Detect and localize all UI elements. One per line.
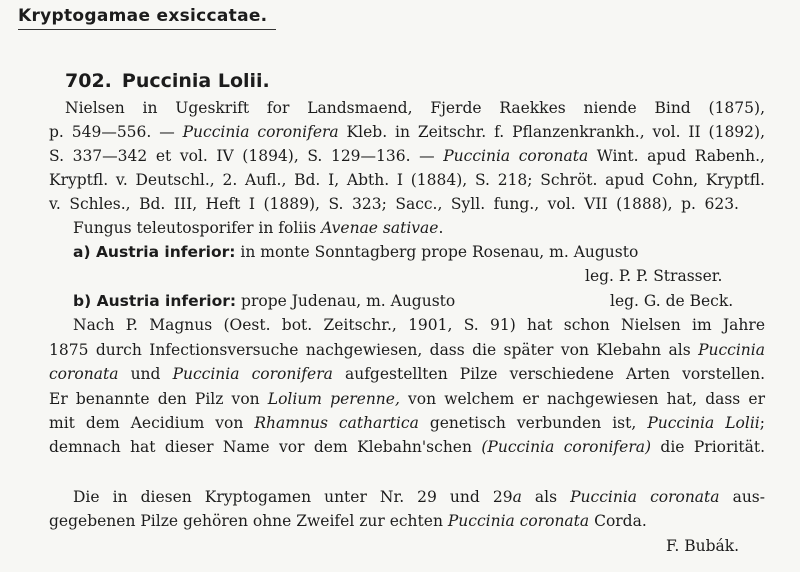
remark-line (49, 511, 647, 531)
reference-text: p. 549—556. — (49, 123, 183, 141)
habitat-text: Fungus teleutosporifer in foliis (73, 219, 322, 237)
note-line (49, 413, 765, 433)
remark-text: Corda. (589, 512, 647, 530)
reference-line (49, 170, 765, 190)
reference-text: S. 337—342 et vol. IV (1894), S. 129—136. — (49, 147, 444, 165)
locality-label: b) Austria inferior: (73, 292, 237, 310)
entry-title (65, 70, 270, 92)
entry-number: 702. (65, 70, 112, 92)
reference-text: Kryptfl. v. Deutschl., 2. Aufl., Bd. I, Abth. I (1884), S. 218; Schröt. apud Cohn, Kryptfl. (49, 171, 765, 189)
remark-text: a (512, 488, 522, 506)
locality-text: in monte Sonntagberg prope Rosenau, m. Augusto (235, 243, 639, 261)
collector-text: leg. P. P. Strasser. (585, 267, 723, 285)
note-line (73, 315, 765, 335)
note-text: Er benannte den Pilz von (49, 390, 268, 408)
collector-text: leg. G. de Beck. (610, 292, 734, 310)
reference-text: Nielsen in Ugeskrift for Landsmaend, Fjerde Raekkes niende Bind (1875), (65, 99, 765, 117)
note-text: 1875 durch Infectionsversuche nachgewiesen, dass die später von Klebahn als (49, 341, 699, 359)
host-name: Avenae sativae (321, 219, 439, 237)
author-signature (666, 536, 739, 556)
note-text: demnach hat dieser Name vor dem Klebahn'schen (49, 438, 482, 456)
note-text: aufgestellten Pilze verschiedene Arten vorstellen. (332, 365, 765, 383)
taxon-name: Puccinia (698, 341, 765, 359)
taxon-name: Lolium perenne, (267, 390, 400, 408)
taxon-name: Puccinia coronata (570, 488, 720, 506)
taxon-name: Puccinia coronifera (182, 123, 339, 141)
note-text: mit dem Aecidium von (49, 414, 255, 432)
taxon-name: coronata (49, 365, 119, 383)
note-line (49, 389, 765, 409)
note-line (49, 340, 765, 360)
taxon-name: Rhamnus cathartica (254, 414, 419, 432)
author-name: F. Bubák. (666, 537, 740, 555)
locality-a (73, 242, 638, 262)
note-text: genetisch verbunden ist, (418, 414, 648, 432)
header-title: Kryptogamae exsiccatae. (18, 6, 268, 26)
remark-text: aus- (719, 488, 765, 506)
note-line (49, 364, 765, 384)
note-text: ; (759, 414, 765, 432)
taxon-name: Puccinia coronata (447, 512, 590, 530)
taxon-name: Puccinia coronata (443, 147, 589, 165)
taxon-name: Puccinia coronifera (172, 365, 333, 383)
taxon-name: (Puccinia coronifera) (481, 438, 652, 456)
locality-label: a) Austria inferior: (73, 243, 236, 261)
remark-line (73, 487, 765, 507)
reference-line (65, 98, 765, 118)
habitat-text: . (438, 219, 444, 237)
locality-a-collector (585, 266, 722, 286)
note-text: Nach P. Magnus (Oest. bot. Zeitschr., 1901, S. 91) hat schon Nielsen im Jahre (73, 316, 765, 334)
remark-text: als (521, 488, 571, 506)
note-text: und (118, 365, 173, 383)
reference-text: v. Schles., Bd. III, Heft I (1889), S. 323; Sacc., Syll. fung., vol. VII (1888), p. 623. (49, 195, 739, 213)
remark-text: Die in diesen Kryptogamen unter Nr. 29 und 29 (73, 488, 513, 506)
locality-b (73, 291, 455, 311)
note-text: von welchem er nachgewiesen hat, dass er (399, 390, 765, 408)
note-line (49, 437, 765, 457)
locality-b-collector (610, 291, 733, 311)
locality-text: prope Judenau, m. Augusto (236, 292, 456, 310)
remark-text: gegebenen Pilze gehören ohne Zweifel zur echten (49, 512, 448, 530)
reference-line (49, 194, 739, 214)
reference-text: Kleb. in Zeitschr. f. Pflanzenkrankh., vol. II (1892), (338, 123, 765, 141)
entry-name: Puccinia Lolii. (121, 70, 270, 92)
page-header (18, 6, 276, 30)
taxon-name: Puccinia Lolii (647, 414, 760, 432)
note-text: die Priorität. (651, 438, 766, 456)
habitat-line (73, 218, 443, 238)
reference-text: Wint. apud Rabenh., (588, 147, 765, 165)
reference-line (49, 122, 765, 142)
reference-line (49, 146, 765, 166)
